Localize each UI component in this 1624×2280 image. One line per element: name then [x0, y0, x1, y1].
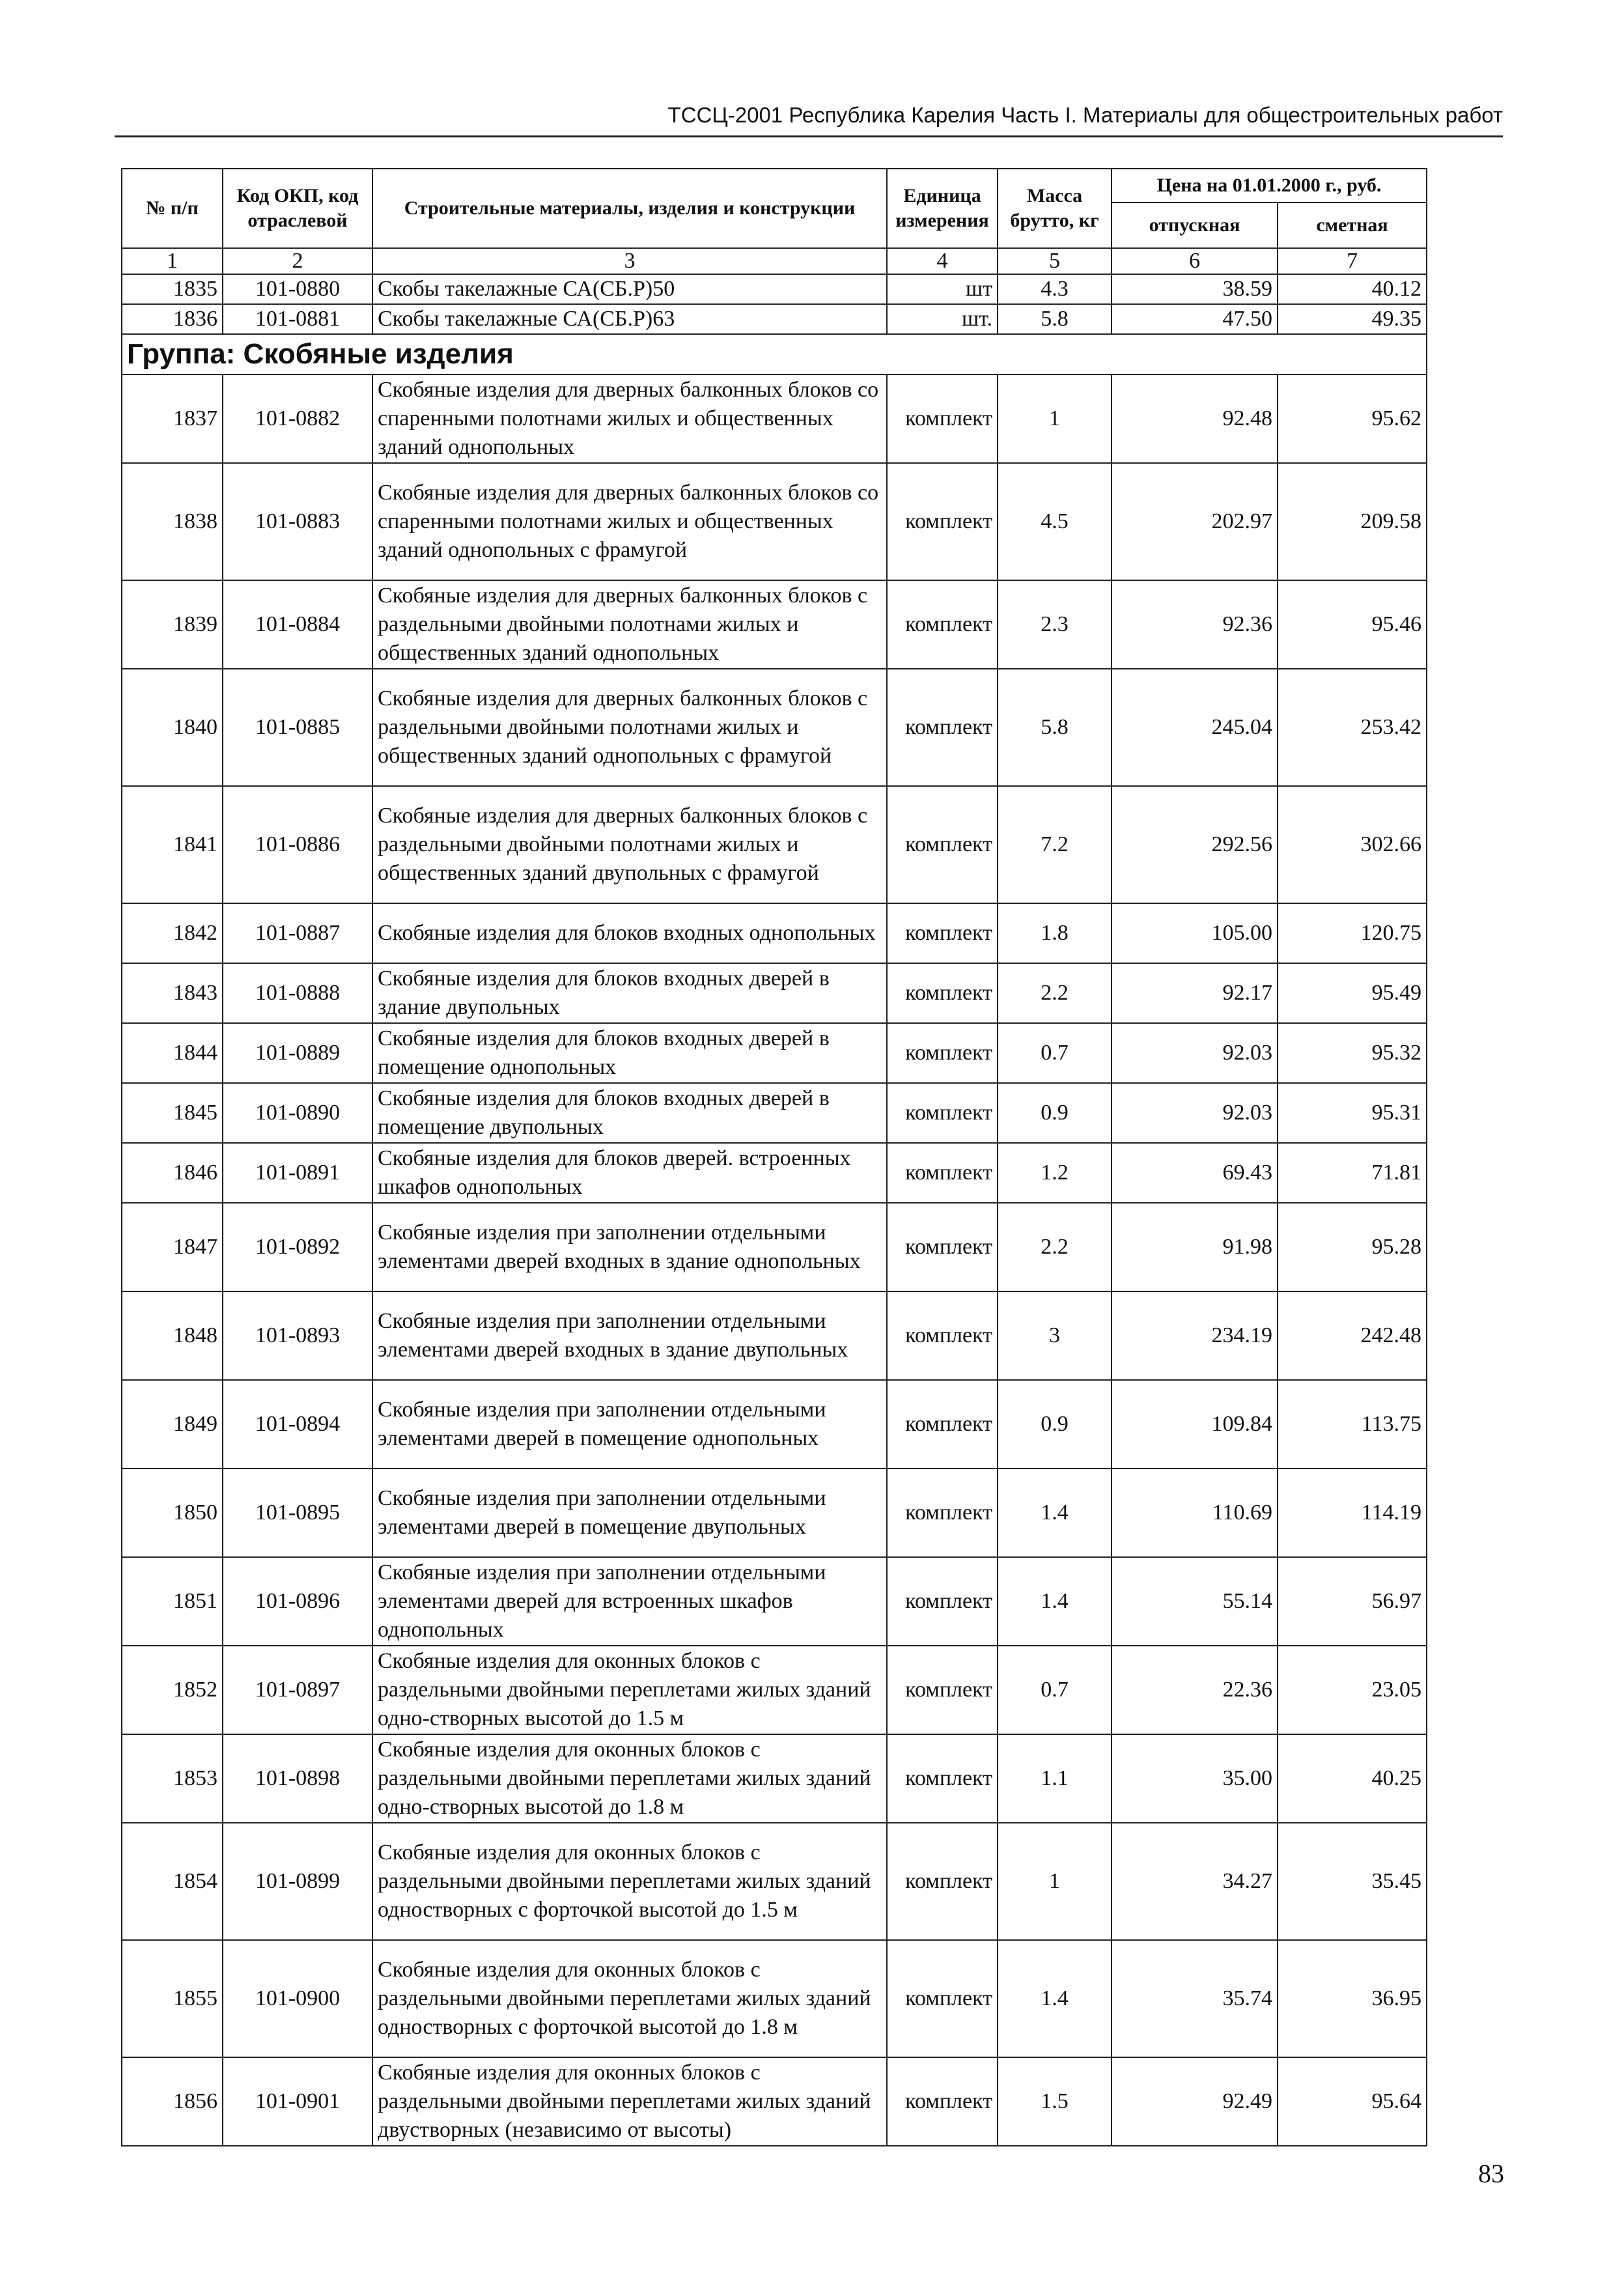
row-estimate-price: 113.75 — [1278, 1380, 1427, 1469]
row-estimate-price: 95.32 — [1278, 1023, 1427, 1083]
column-number: 2 — [223, 248, 372, 274]
row-estimate-price: 56.97 — [1278, 1557, 1427, 1646]
table-row — [122, 1203, 1427, 1291]
row-mass: 3 — [998, 1291, 1112, 1380]
row-unit: комплект — [887, 1557, 998, 1646]
row-release-price: 92.03 — [1112, 1023, 1278, 1083]
row-release-price: 47.50 — [1112, 304, 1278, 334]
row-release-price: 92.49 — [1112, 2057, 1278, 2146]
table-row — [122, 580, 1427, 669]
row-mass: 1.5 — [998, 2057, 1112, 2146]
col-header-mass: Масса брутто, кг — [998, 169, 1112, 248]
table-row — [122, 1940, 1427, 2057]
row-name: Скобяные изделия для блоков входных дверей в помещение двупольных — [372, 1083, 887, 1143]
row-code: 101-0886 — [223, 786, 372, 903]
row-unit: шт. — [887, 304, 998, 334]
row-num: 1843 — [122, 963, 223, 1023]
page-number: 83 — [1478, 2159, 1504, 2188]
row-mass: 4.3 — [998, 274, 1112, 304]
row-estimate-price: 40.12 — [1278, 274, 1427, 304]
row-estimate-price: 253.42 — [1278, 669, 1427, 786]
column-number: 5 — [998, 248, 1112, 274]
row-estimate-price: 302.66 — [1278, 786, 1427, 903]
table-row — [122, 304, 1427, 334]
row-release-price: 92.48 — [1112, 374, 1278, 463]
row-mass: 2.2 — [998, 963, 1112, 1023]
row-name: Скобяные изделия для блоков дверей. встроенных шкафов однопольных — [372, 1143, 887, 1203]
table-row — [122, 1646, 1427, 1734]
table-body-items — [122, 374, 1427, 2146]
table-row — [122, 903, 1427, 963]
row-code: 101-0889 — [223, 1023, 372, 1083]
col-header-okp: Код ОКП, код отраслевой — [223, 169, 372, 248]
table-row — [122, 1557, 1427, 1646]
col-header-estimate: сметная — [1278, 203, 1427, 248]
row-code: 101-0888 — [223, 963, 372, 1023]
table-row — [122, 274, 1427, 304]
row-num: 1845 — [122, 1083, 223, 1143]
row-num: 1854 — [122, 1823, 223, 1940]
row-name: Скобяные изделия для дверных балконных блоков с раздельными двойными полотнами жилых и общественных зданий однопольных — [372, 580, 887, 669]
row-name: Скобы такелажные СА(СБ.Р)50 — [372, 274, 887, 304]
row-unit: шт — [887, 274, 998, 304]
table-row — [122, 1023, 1427, 1083]
table-row — [122, 463, 1427, 580]
row-release-price: 202.97 — [1112, 463, 1278, 580]
row-mass: 0.7 — [998, 1023, 1112, 1083]
row-mass: 5.8 — [998, 669, 1112, 786]
row-num: 1853 — [122, 1734, 223, 1823]
row-num: 1842 — [122, 903, 223, 963]
row-estimate-price: 71.81 — [1278, 1143, 1427, 1203]
row-name: Скобы такелажные СА(СБ.Р)63 — [372, 304, 887, 334]
row-mass: 0.9 — [998, 1083, 1112, 1143]
table-row — [122, 963, 1427, 1023]
header-rule — [115, 135, 1503, 137]
row-unit: комплект — [887, 1734, 998, 1823]
row-estimate-price: 36.95 — [1278, 1940, 1427, 2057]
row-unit: комплект — [887, 580, 998, 669]
row-release-price: 38.59 — [1112, 274, 1278, 304]
row-name: Скобяные изделия для оконных блоков с раздельными двойными переплетами жилых зданий одно-створных высотой до 1.8 м — [372, 1734, 887, 1823]
row-unit: комплект — [887, 1469, 998, 1557]
row-name: Скобяные изделия при заполнении отдельными элементами дверей входных в здание двупольных — [372, 1291, 887, 1380]
row-estimate-price: 23.05 — [1278, 1646, 1427, 1734]
row-unit: комплект — [887, 1143, 998, 1203]
row-mass: 1.8 — [998, 903, 1112, 963]
row-code: 101-0895 — [223, 1469, 372, 1557]
row-mass: 4.5 — [998, 463, 1112, 580]
row-code: 101-0890 — [223, 1083, 372, 1143]
row-code: 101-0884 — [223, 580, 372, 669]
row-name: Скобяные изделия при заполнении отдельными элементами дверей в помещение двупольных — [372, 1469, 887, 1557]
row-unit: комплект — [887, 1203, 998, 1291]
table-row — [122, 2057, 1427, 2146]
row-name: Скобяные изделия для блоков входных однопольных — [372, 903, 887, 963]
row-unit: комплект — [887, 1023, 998, 1083]
row-num: 1840 — [122, 669, 223, 786]
row-unit: комплект — [887, 786, 998, 903]
table-row — [122, 1291, 1427, 1380]
row-estimate-price: 95.64 — [1278, 2057, 1427, 2146]
row-unit: комплект — [887, 1083, 998, 1143]
row-release-price: 35.00 — [1112, 1734, 1278, 1823]
row-num: 1846 — [122, 1143, 223, 1203]
row-code: 101-0894 — [223, 1380, 372, 1469]
group-row — [122, 334, 1427, 374]
row-num: 1848 — [122, 1291, 223, 1380]
row-unit: комплект — [887, 1646, 998, 1734]
row-estimate-price: 114.19 — [1278, 1469, 1427, 1557]
col-header-price: Цена на 01.01.2000 г., руб. — [1112, 169, 1427, 203]
row-release-price: 109.84 — [1112, 1380, 1278, 1469]
row-release-price: 92.36 — [1112, 580, 1278, 669]
row-code: 101-0900 — [223, 1940, 372, 2057]
row-estimate-price: 35.45 — [1278, 1823, 1427, 1940]
row-num: 1849 — [122, 1380, 223, 1469]
row-name: Скобяные изделия для оконных блоков с раздельными двойными переплетами жилых зданий одно-створных высотой до 1.5 м — [372, 1646, 887, 1734]
row-code: 101-0891 — [223, 1143, 372, 1203]
row-estimate-price: 95.46 — [1278, 580, 1427, 669]
row-release-price: 105.00 — [1112, 903, 1278, 963]
row-estimate-price: 95.62 — [1278, 374, 1427, 463]
column-number: 3 — [372, 248, 887, 274]
row-name: Скобяные изделия для блоков входных дверей в помещение однопольных — [372, 1023, 887, 1083]
row-name: Скобяные изделия для оконных блоков с раздельными двойными переплетами жилых зданий одностворных с форточкой высотой до 1.5 м — [372, 1823, 887, 1940]
row-mass: 5.8 — [998, 304, 1112, 334]
row-code: 101-0896 — [223, 1557, 372, 1646]
table-header — [122, 169, 1427, 274]
table-row — [122, 1380, 1427, 1469]
row-num: 1835 — [122, 274, 223, 304]
row-unit: комплект — [887, 903, 998, 963]
row-num: 1851 — [122, 1557, 223, 1646]
row-code: 101-0892 — [223, 1203, 372, 1291]
row-release-price: 69.43 — [1112, 1143, 1278, 1203]
row-code: 101-0887 — [223, 903, 372, 963]
col-header-num: № п/п — [122, 169, 223, 248]
row-mass: 1.2 — [998, 1143, 1112, 1203]
group-title: Группа: Скобяные изделия — [122, 334, 1427, 374]
row-mass: 0.9 — [998, 1380, 1112, 1469]
row-name: Скобяные изделия для блоков входных дверей в здание двупольных — [372, 963, 887, 1023]
row-release-price: 92.17 — [1112, 963, 1278, 1023]
row-release-price: 91.98 — [1112, 1203, 1278, 1291]
row-num: 1839 — [122, 580, 223, 669]
row-code: 101-0898 — [223, 1734, 372, 1823]
price-table — [121, 168, 1427, 2146]
row-num: 1850 — [122, 1469, 223, 1557]
row-code: 101-0881 — [223, 304, 372, 334]
row-num: 1856 — [122, 2057, 223, 2146]
row-unit: комплект — [887, 1940, 998, 2057]
row-num: 1855 — [122, 1940, 223, 2057]
column-number: 7 — [1278, 248, 1427, 274]
row-mass: 2.3 — [998, 580, 1112, 669]
row-code: 101-0901 — [223, 2057, 372, 2146]
row-num: 1844 — [122, 1023, 223, 1083]
col-header-unit: Единица измерения — [887, 169, 998, 248]
row-code: 101-0882 — [223, 374, 372, 463]
row-name: Скобяные изделия для дверных балконных блоков с раздельными двойными полотнами жилых и общественных зданий однопольных с фрамугой — [372, 669, 887, 786]
row-mass: 1.4 — [998, 1940, 1112, 2057]
row-release-price: 55.14 — [1112, 1557, 1278, 1646]
table-row — [122, 669, 1427, 786]
row-code: 101-0899 — [223, 1823, 372, 1940]
row-estimate-price: 49.35 — [1278, 304, 1427, 334]
table-row — [122, 1734, 1427, 1823]
row-name: Скобяные изделия при заполнении отдельными элементами дверей для встроенных шкафов однопольных — [372, 1557, 887, 1646]
row-unit: комплект — [887, 1291, 998, 1380]
row-estimate-price: 120.75 — [1278, 903, 1427, 963]
row-num: 1836 — [122, 304, 223, 334]
row-name: Скобяные изделия при заполнении отдельными элементами дверей входных в здание однопольных — [372, 1203, 887, 1291]
row-release-price: 292.56 — [1112, 786, 1278, 903]
row-estimate-price: 95.28 — [1278, 1203, 1427, 1291]
row-estimate-price: 209.58 — [1278, 463, 1427, 580]
row-name: Скобяные изделия для дверных балконных блоков со спаренными полотнами жилых и общественных зданий однопольных — [372, 374, 887, 463]
row-mass: 7.2 — [998, 786, 1112, 903]
table-row — [122, 374, 1427, 463]
row-code: 101-0897 — [223, 1646, 372, 1734]
row-num: 1837 — [122, 374, 223, 463]
row-mass: 1.4 — [998, 1557, 1112, 1646]
col-header-name: Строительные материалы, изделия и конструкции — [372, 169, 887, 248]
row-unit: комплект — [887, 669, 998, 786]
row-unit: комплект — [887, 1823, 998, 1940]
row-mass: 1 — [998, 1823, 1112, 1940]
row-estimate-price: 242.48 — [1278, 1291, 1427, 1380]
row-release-price: 110.69 — [1112, 1469, 1278, 1557]
column-number: 4 — [887, 248, 998, 274]
row-release-price: 245.04 — [1112, 669, 1278, 786]
row-mass: 1.4 — [998, 1469, 1112, 1557]
row-release-price: 234.19 — [1112, 1291, 1278, 1380]
table-row — [122, 786, 1427, 903]
column-number: 1 — [122, 248, 223, 274]
row-release-price: 92.03 — [1112, 1083, 1278, 1143]
table-body-top — [122, 274, 1427, 374]
row-name: Скобяные изделия при заполнении отдельными элементами дверей в помещение однопольных — [372, 1380, 887, 1469]
row-num: 1852 — [122, 1646, 223, 1734]
row-estimate-price: 95.31 — [1278, 1083, 1427, 1143]
row-mass: 1 — [998, 374, 1112, 463]
row-release-price: 34.27 — [1112, 1823, 1278, 1940]
row-code: 101-0883 — [223, 463, 372, 580]
row-num: 1847 — [122, 1203, 223, 1291]
row-code: 101-0880 — [223, 274, 372, 304]
row-name: Скобяные изделия для оконных блоков с раздельными двойными переплетами жилых зданий одностворных с форточкой высотой до 1.8 м — [372, 1940, 887, 2057]
row-release-price: 22.36 — [1112, 1646, 1278, 1734]
row-code: 101-0885 — [223, 669, 372, 786]
row-unit: комплект — [887, 1380, 998, 1469]
col-header-release: отпускная — [1112, 203, 1278, 248]
row-unit: комплект — [887, 463, 998, 580]
column-number: 6 — [1112, 248, 1278, 274]
table-row — [122, 1083, 1427, 1143]
row-estimate-price: 40.25 — [1278, 1734, 1427, 1823]
row-estimate-price: 95.49 — [1278, 963, 1427, 1023]
row-name: Скобяные изделия для оконных блоков с раздельными двойными переплетами жилых зданий двустворных (независимо от высоты) — [372, 2057, 887, 2146]
table-row — [122, 1823, 1427, 1940]
row-mass: 2.2 — [998, 1203, 1112, 1291]
row-mass: 0.7 — [998, 1646, 1112, 1734]
column-number-row — [122, 248, 1427, 274]
table-row — [122, 1143, 1427, 1203]
row-unit: комплект — [887, 374, 998, 463]
row-name: Скобяные изделия для дверных балконных блоков со спаренными полотнами жилых и общественных зданий однопольных с фрамугой — [372, 463, 887, 580]
row-release-price: 35.74 — [1112, 1940, 1278, 2057]
row-unit: комплект — [887, 2057, 998, 2146]
row-unit: комплект — [887, 963, 998, 1023]
row-num: 1841 — [122, 786, 223, 903]
row-mass: 1.1 — [998, 1734, 1112, 1823]
row-name: Скобяные изделия для дверных балконных блоков с раздельными двойными полотнами жилых и общественных зданий двупольных с фрамугой — [372, 786, 887, 903]
row-code: 101-0893 — [223, 1291, 372, 1380]
table-row — [122, 1469, 1427, 1557]
row-num: 1838 — [122, 463, 223, 580]
running-header: ТССЦ-2001 Республика Карелия Часть I. Материалы для общестроительных работ — [667, 103, 1503, 127]
